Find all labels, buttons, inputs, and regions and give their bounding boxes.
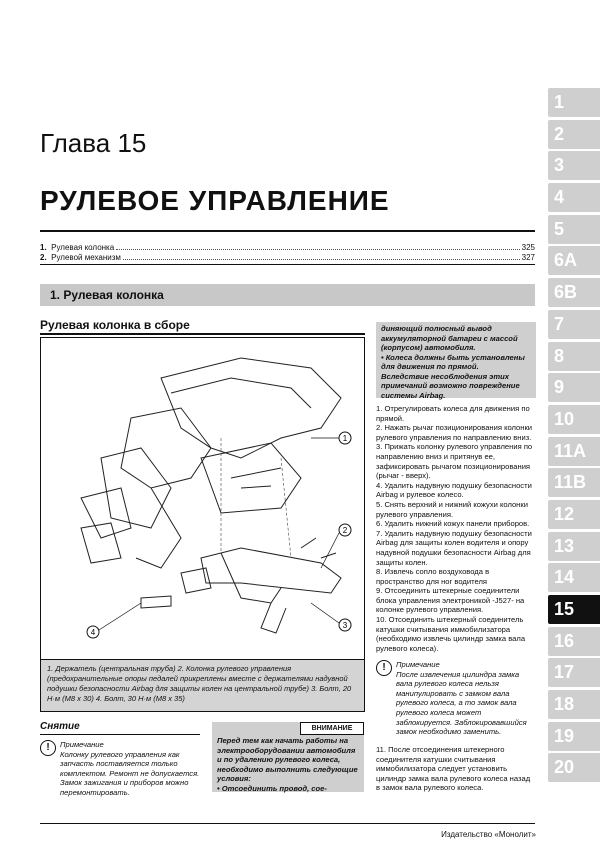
right-note xyxy=(376,660,536,737)
steering-column-drawing xyxy=(41,338,364,659)
removal-step: 4. Удалить надувную подушку безопасности Airbag и рулевое колесо. xyxy=(376,480,532,500)
warning-label: ВНИМАНИЕ xyxy=(300,722,364,735)
removal-step: 1. Отрегулировать колеса для движения по прямой. xyxy=(376,404,530,423)
removal-divider xyxy=(40,734,200,735)
section-heading: 1. Рулевая колонка xyxy=(40,284,535,306)
note-icon: ! xyxy=(376,660,392,676)
chapter-tab-1[interactable]: 1 xyxy=(548,88,600,117)
title-divider xyxy=(40,230,535,232)
toc-row[interactable]: 1. Рулевая колонка 325 xyxy=(40,243,535,252)
chapter-tab-11b[interactable]: 11B xyxy=(548,468,600,497)
chapter-tab-2[interactable]: 2 xyxy=(548,120,600,149)
chapter-tab-4[interactable]: 4 xyxy=(548,183,600,212)
chapter-tab-14[interactable]: 14 xyxy=(548,563,600,592)
table-of-contents xyxy=(40,243,535,263)
warning-text: Перед тем как начать работы на электрооборудовании автомобиля и по удалению рулевого колеса, необходимо выполнить следующие условия: xyxy=(217,736,358,784)
chapter-tab-12[interactable]: 12 xyxy=(548,500,600,529)
figure-caption: 1. Держатель (центральная труба) 2. Колонка рулевого управления (предохранительные опоры педалей прикреплены вместе с держателями надувной подушки безопасности Airbag для защиты колен на центральной трубе) 3. Болт, 20 Н·м (М8 x 30) 4. Болт, 30 Н·м (М8 x 35) xyxy=(40,660,365,712)
chapter-tab-5[interactable]: 5 xyxy=(548,215,600,244)
chapter-tab-10[interactable]: 10 xyxy=(548,405,600,434)
svg-text:3: 3 xyxy=(342,621,348,630)
left-note xyxy=(40,740,202,798)
right-note-label: Примечание xyxy=(396,660,440,669)
svg-text:2: 2 xyxy=(342,526,348,535)
airbag-warning-continued: диняющий полюсный вывод аккумуляторной батареи с массой (корпусом) автомобиля. • Колеса должны быть установлены для движения по прямой. Вследствие несоблюдения этих примечаний возможно повреждение системы Airbag. xyxy=(376,322,536,398)
removal-step: 5. Снять верхний и нижний кожухи колонки рулевого управления. xyxy=(376,499,528,519)
publisher-footer: Издательство «Монолит» xyxy=(441,830,536,839)
left-note-text: Колонку рулевого управления как запчасть поставляется только комплектом. Ремонт не допускается. Замок зажигания и приборов можно перемонтировать. xyxy=(60,749,200,797)
chapter-tab-16[interactable]: 16 xyxy=(548,627,600,656)
page-title: РУЛЕВОЕ УПРАВЛЕНИЕ xyxy=(40,185,390,216)
callout-3 xyxy=(339,619,351,631)
left-note-label: Примечание xyxy=(60,740,104,749)
removal-step: 10. Отсоединить штекерный соединитель катушки считывания иммобилизатора (необходимо извлечь цилиндр замка вала рулевого колеса). xyxy=(376,615,526,653)
chapter-tab-6a[interactable]: 6A xyxy=(548,246,600,275)
chapter-tabs xyxy=(548,88,600,785)
step-11: 11. После отсоединения штекерного соединителя катушки считывания иммобилизатора следует установить цилиндр замка вала рулевого колеса назад в замок вала рулевого колеса. xyxy=(376,745,531,793)
chapter-tab-3[interactable]: 3 xyxy=(548,151,600,180)
callout-2 xyxy=(339,524,351,536)
chapter-tab-20[interactable]: 20 xyxy=(548,753,600,782)
chapter-tab-19[interactable]: 19 xyxy=(548,722,600,751)
removal-heading: Снятие xyxy=(40,721,80,732)
callout-4 xyxy=(87,626,99,638)
svg-text:1: 1 xyxy=(342,434,348,443)
warning-bullet: • Отсоединить провод, сое- xyxy=(217,783,327,793)
chapter-tab-7[interactable]: 7 xyxy=(548,310,600,339)
chapter-tab-18[interactable]: 18 xyxy=(548,690,600,719)
figure-title-underline xyxy=(40,333,365,335)
chapter-tab-17[interactable]: 17 xyxy=(548,658,600,687)
removal-step: 9. Отсоединить штекерные соединители блока управления электроникой -J527- на колонке рулевого управления. xyxy=(376,586,525,615)
removal-step: 6. Удалить нижний кожух панели приборов. xyxy=(376,519,530,529)
removal-step: 3. Прижать колонку рулевого управления по направлению вниз и притянув ее, зафиксировать рычагом позиционирования (рычаг - вверх). xyxy=(376,442,533,481)
figure-title: Рулевая колонка в сборе xyxy=(40,318,190,332)
right-note-text: После извлечения цилиндра замка вала рулевого колеса нельзя манипулировать с замком вала рулевого колеса, а то замок вала рулевого колеса может заблокируется. Заблокировавшийся замок необходимо заменить. xyxy=(396,669,527,737)
removal-steps xyxy=(376,404,536,653)
toc-row[interactable]: 2. Рулевой механизм 327 xyxy=(40,253,535,262)
chapter-tab-13[interactable]: 13 xyxy=(548,532,600,561)
chapter-number: Глава 15 xyxy=(40,128,147,158)
chapter-tab-8[interactable]: 8 xyxy=(548,342,600,371)
note-icon: ! xyxy=(40,740,56,756)
chapter-tab-9[interactable]: 9 xyxy=(548,373,600,402)
steering-column-figure xyxy=(40,337,365,660)
removal-step: 7. Удалить надувную подушку безопасности Airbag для защиты колен водителя и опору надувной подушки безопасности Airbag для защиты колен. xyxy=(376,528,532,567)
toc-divider xyxy=(40,264,535,265)
svg-text:4: 4 xyxy=(90,628,96,637)
callout-1 xyxy=(339,432,351,444)
chapter-tab-11a[interactable]: 11A xyxy=(548,437,600,466)
footer-divider xyxy=(40,823,535,824)
removal-step: 2. Нажать рычаг позиционирования колонки рулевого управления по направлению вниз. xyxy=(376,423,533,442)
chapter-tab-15[interactable]: 15 xyxy=(548,595,600,624)
removal-step: 8. Извлечь сопло воздуховода в пространство для ног водителя xyxy=(376,567,490,586)
chapter-tab-6b[interactable]: 6B xyxy=(548,278,600,307)
